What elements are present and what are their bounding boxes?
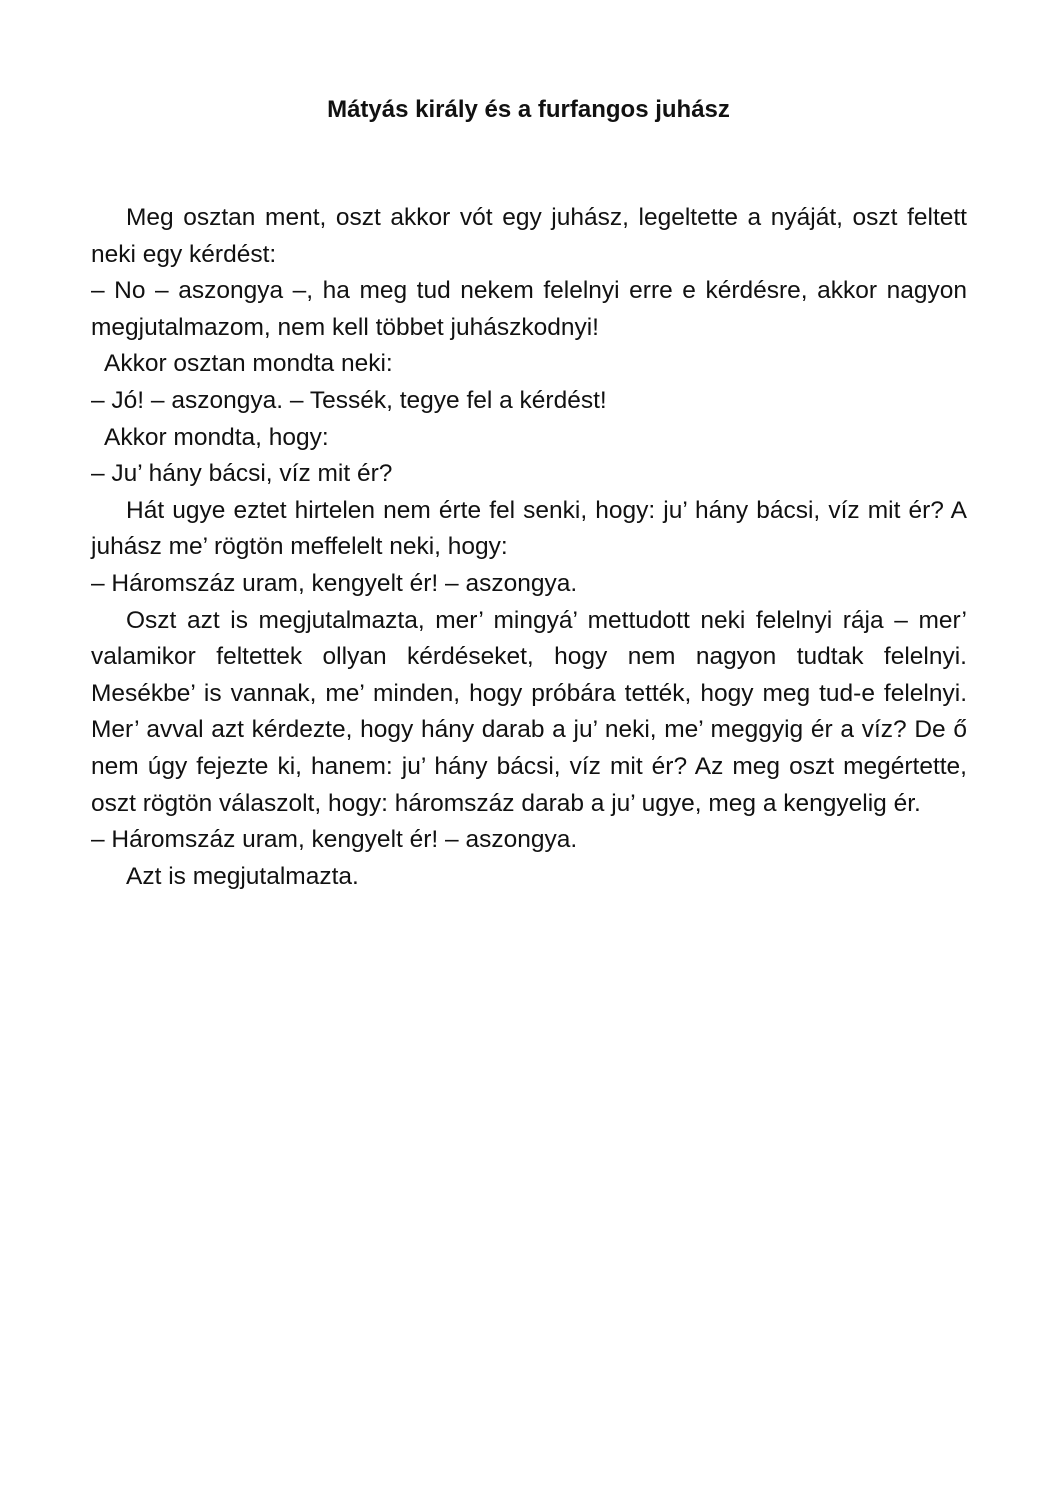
- paragraph: Meg osztan ment, oszt akkor vót egy juhász, legeltette a nyáját, oszt feltett neki egy kérdést:: [91, 204, 967, 268]
- paragraph: Azt is megjutalmazta.: [126, 862, 359, 890]
- paragraph: Akkor osztan mondta neki:: [104, 350, 393, 378]
- document-body: [91, 200, 967, 895]
- document-title: Mátyás király és a furfangos juhász: [327, 96, 730, 123]
- dialogue-line: – Háromszáz uram, kengyelt ér! – aszongya.: [91, 569, 578, 597]
- paragraph: Hát ugye eztet hirtelen nem érte fel senki, hogy: ju’ hány bácsi, víz mit ér? A juhász me’ rögtön meffelelt neki, hogy:: [91, 496, 967, 561]
- dialogue-line: – Ju’ hány bácsi, víz mit ér?: [91, 460, 393, 488]
- dialogue-line: – No – aszongya –, ha meg tud nekem felelnyi erre e kérdésre, akkor nagyon megjutalmazom, nem kell többet juhászkodnyi!: [91, 277, 967, 341]
- paragraph: Oszt azt is megjutalmazta, mer’ mingyá’ mettudott neki felelnyi rája – mer’ valamikor feltettek ollyan kérdéseket, hogy nem nagyon tudtak felelnyi. Mesékbe’ is vannak, me’ minden, hogy próbára tették, hogy meg tud-e felelnyi. Mer’ avval azt kérdezte, hogy hány darab a ju’ neki, me’ meggyig ér a víz? De ő nem úgy fejezte ki, hanem: ju’ hány bácsi, víz mit ér? Az meg oszt megértette, oszt rögtön válaszolt, hogy: háromszáz darab a ju’ ugye, meg a kengyelig ér.: [91, 606, 967, 817]
- paragraph: Akkor mondta, hogy:: [104, 423, 329, 451]
- dialogue-line: – Háromszáz uram, kengyelt ér! – aszongya.: [91, 826, 578, 854]
- dialogue-line: – Jó! – aszongya. – Tessék, tegye fel a kérdést!: [91, 386, 607, 414]
